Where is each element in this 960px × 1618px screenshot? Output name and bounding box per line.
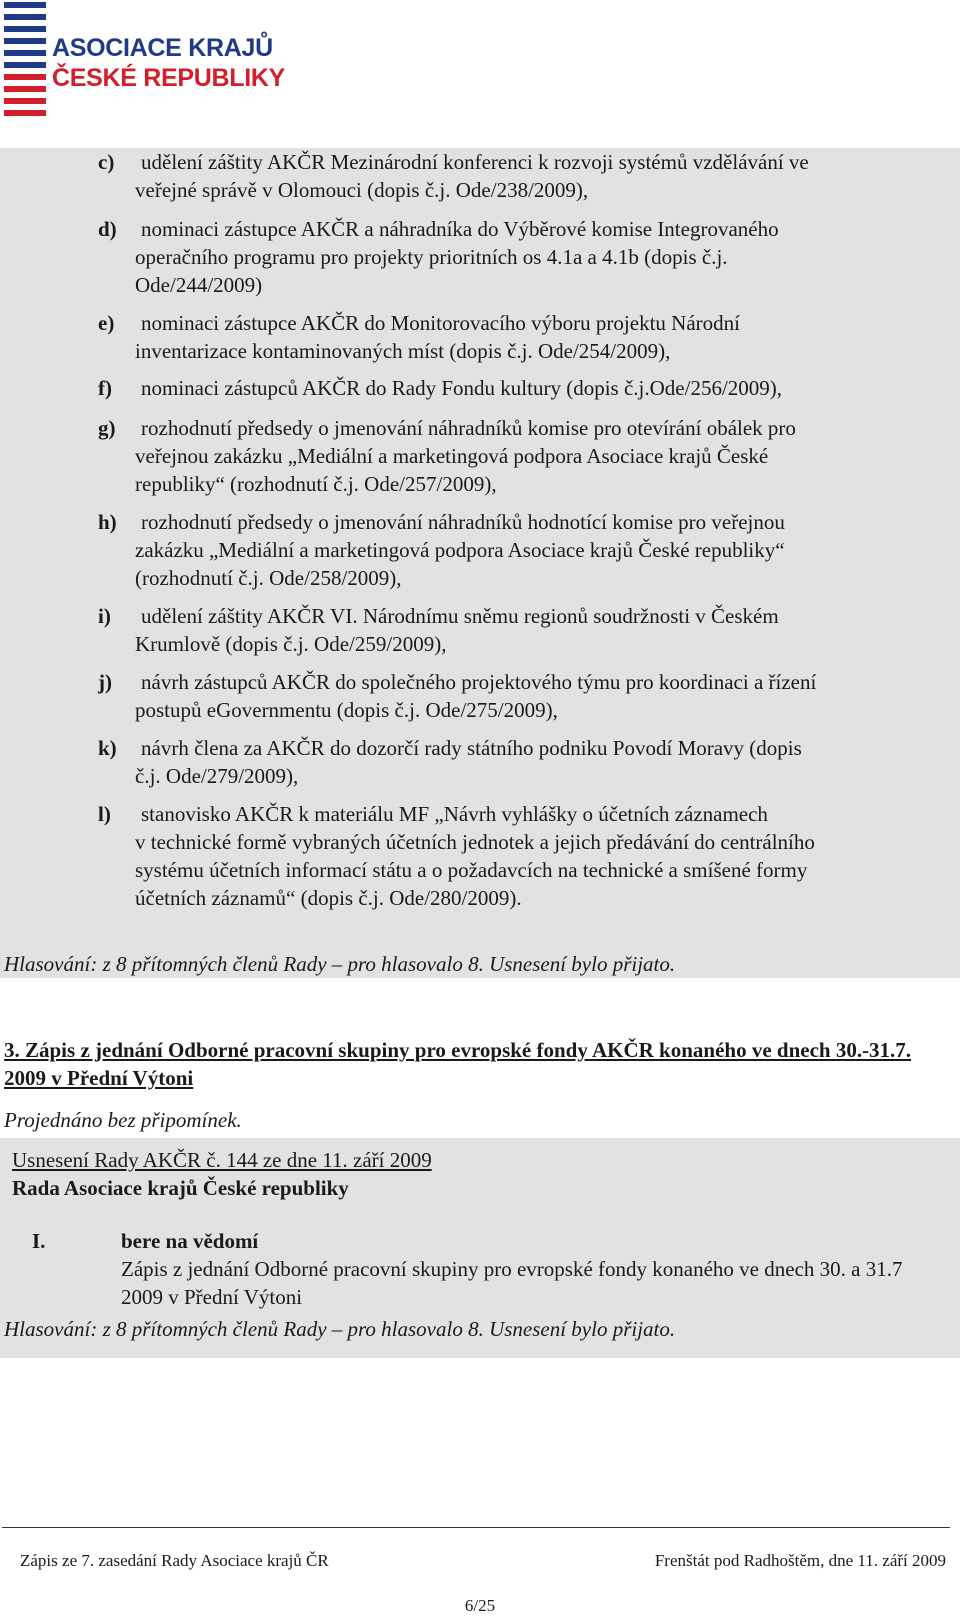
- list-item-line: rozhodnutí předsedy o jmenování náhradníků komise pro otevírání obálek pro: [141, 416, 796, 440]
- resolution-title: Usnesení Rady AKČR č. 144 ze dne 11. září 2009: [12, 1148, 432, 1172]
- list-item-line: veřejnou zakázku „Mediální a marketingová podpora Asociace krajů České: [135, 444, 769, 468]
- list-item-label: g): [98, 416, 116, 440]
- vote-result: Hlasování: z 8 přítomných členů Rady – pro hlasovalo 8. Usnesení bylo přijato.: [4, 1317, 676, 1341]
- list-item-line: Krumlově (dopis č.j. Ode/259/2009),: [135, 632, 447, 656]
- list-item-line: Ode/244/2009): [135, 273, 263, 297]
- list-item-line: inventarizace kontaminovaných míst (dopis č.j. Ode/254/2009),: [135, 339, 671, 363]
- list-item-line: nominaci zástupce AKČR a náhradníka do Výběrové komise Integrovaného: [141, 217, 779, 241]
- list-item-label: l): [98, 802, 111, 826]
- list-item-label: h): [98, 510, 117, 534]
- list-item-line: návrh zástupců AKČR do společného projektového týmu pro koordinaci a řízení: [141, 670, 817, 694]
- list-item-line: v technické formě vybraných účetních jednotek a jejich předávání do centrálního: [135, 830, 815, 854]
- list-item-label: d): [98, 217, 117, 241]
- list-item-line: rozhodnutí předsedy o jmenování náhradníků hodnotící komise pro veřejnou: [141, 510, 785, 534]
- list-item-f: [98, 374, 938, 402]
- list-item-line: návrh člena za AKČR do dozorčí rady státního podniku Povodí Moravy (dopis: [141, 736, 802, 760]
- list-item-line: udělení záštity AKČR VI. Národnímu sněmu regionů soudržnosti v Českém: [141, 604, 779, 628]
- page-number: 6/25: [464, 1596, 496, 1615]
- resolution-number: I.: [32, 1229, 46, 1253]
- list-item-line: nominaci zástupce AKČR do Monitorovacího výboru projektu Národní: [141, 311, 740, 335]
- list-item-line: nominaci zástupců AKČR do Rady Fondu kultury (dopis č.j.Ode/256/2009),: [141, 376, 783, 400]
- vote-result: Hlasování: z 8 přítomných členů Rady – pro hlasovalo 8. Usnesení bylo přijato.: [4, 952, 676, 976]
- list-item-line: systému účetních informací státu a o požadavcích na technické a smíšené formy: [135, 858, 808, 882]
- list-item-h: [98, 508, 938, 592]
- list-item-line: zakázku „Mediální a marketingová podpora Asociace krajů České republiky“: [135, 538, 785, 562]
- list-item-label: e): [98, 311, 115, 335]
- list-item-line: udělení záštity AKČR Mezinárodní konferenci k rozvoji systémů vzdělávání ve: [141, 150, 809, 174]
- list-item-line: (rozhodnutí č.j. Ode/258/2009),: [135, 566, 402, 590]
- list-item-label: i): [98, 604, 111, 628]
- list-item-label: j): [98, 670, 112, 694]
- footer-document-title: Zápis ze 7. zasedání Rady Asociace krajů ČR: [20, 1551, 329, 1570]
- list-item-line: republiky“ (rozhodnutí č.j. Ode/257/2009),: [135, 472, 497, 496]
- list-item-line: stanovisko AKČR k materiálu MF „Návrh vyhlášky o účetních záznamech: [141, 802, 768, 826]
- list-item-line: č.j. Ode/279/2009),: [135, 764, 299, 788]
- resolution-body: Rada Asociace krajů České republiky: [12, 1176, 349, 1200]
- list-item-line: postupů eGovernmentu (dopis č.j. Ode/275/2009),: [135, 698, 558, 722]
- list-item-d: [98, 215, 938, 299]
- list-item-label: k): [98, 736, 117, 760]
- list-item-i: [98, 602, 938, 658]
- list-item-j: [98, 668, 938, 724]
- list-item-label: f): [98, 376, 112, 400]
- footer-place-date: Frenštát pod Radhoštěm, dne 11. září 2009: [654, 1551, 946, 1570]
- resolution-heading: bere na vědomí: [121, 1229, 259, 1253]
- list-item-g: [98, 414, 938, 498]
- list-item-l: [98, 800, 938, 912]
- list-item-c: [98, 148, 938, 204]
- logo-text-line2: ČESKÉ REPUBLIKY: [52, 64, 286, 92]
- list-item-line: veřejné správě v Olomouci (dopis č.j. Ode/238/2009),: [135, 178, 589, 202]
- association-logo: [4, 2, 304, 124]
- list-item-label: c): [98, 150, 115, 174]
- section-note: Projednáno bez připomínek.: [4, 1108, 242, 1132]
- logo-stripes-icon: [4, 2, 46, 124]
- logo-text-line1: ASOCIACE KRAJŮ: [52, 34, 273, 62]
- list-item-line: operačního programu pro projekty prioritních os 4.1a a 4.1b (dopis č.j.: [135, 245, 728, 269]
- section-heading: 3. Zápis z jednání Odborné pracovní skupiny pro evropské fondy AKČR konaného ve dnech 30.-31.7. 2009 v Přední Výtoni: [4, 1038, 912, 1090]
- list-item-k: [98, 734, 938, 790]
- list-item-e: [98, 309, 938, 365]
- list-item-line: účetních záznamů“ (dopis č.j. Ode/280/2009).: [135, 886, 522, 910]
- resolution-text: Zápis z jednání Odborné pracovní skupiny pro evropské fondy konaného ve dnech 30. a 31.7 2009 v Přední Výtoni: [121, 1257, 903, 1309]
- footer-divider: [2, 1527, 950, 1528]
